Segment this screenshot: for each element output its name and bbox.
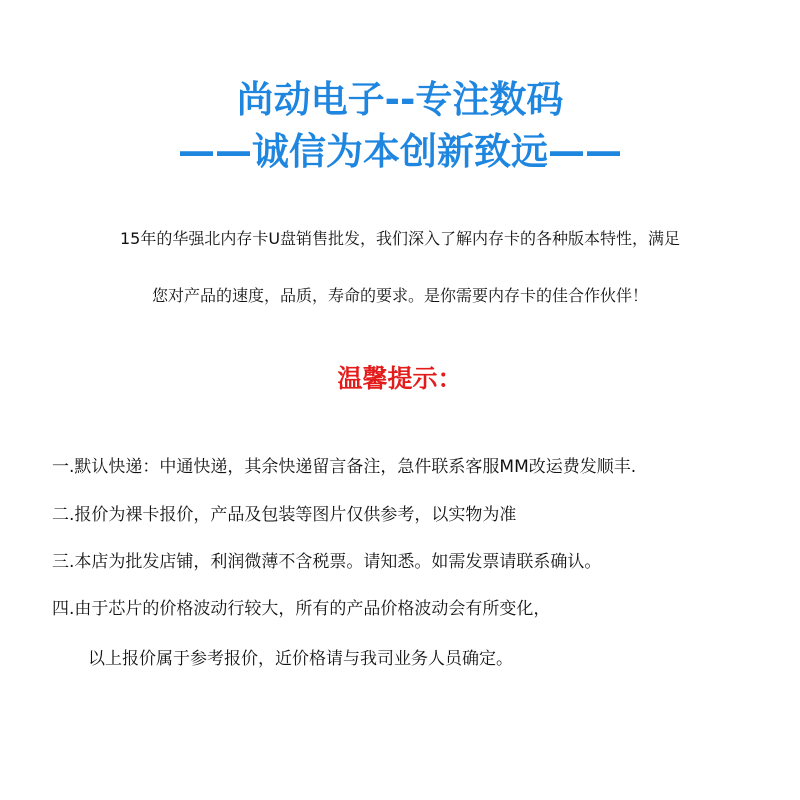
shop-title: 尚动电子--专注数码 — [236, 78, 564, 121]
notice-item-invoice: 三.本店为批发店铺，利润微薄不含税票。请知悉。如需发票请联系确认。 — [52, 552, 602, 572]
intro-text-line-1: 15年的华强北内存卡U盘销售批发，我们深入了解内存卡的各种版本特性，满足 — [119, 229, 681, 248]
notice-item-pricing: 二.报价为裸卡报价，产品及包装等图片仅供参考，以实物为准 — [52, 505, 517, 525]
notice-item-price-fluctuation-continued: 以上报价属于参考报价，近价格请与我司业务人员确定。 — [88, 649, 513, 669]
notice-item-shipping: 一.默认快递：中通快递，其余快递留言备注，急件联系客服MM改运费发顺丰. — [52, 457, 637, 477]
shop-slogan: ——诚信为本创新致远—— — [178, 130, 622, 173]
notice-heading: 温馨提示： — [337, 364, 463, 393]
notice-item-price-fluctuation: 四.由于芯片的价格波动行较大，所有的产品价格波动会有所变化， — [52, 599, 551, 619]
intro-text-line-2: 您对产品的速度，品质，寿命的要求。是你需要内存卡的佳合作伙伴！ — [151, 286, 648, 305]
